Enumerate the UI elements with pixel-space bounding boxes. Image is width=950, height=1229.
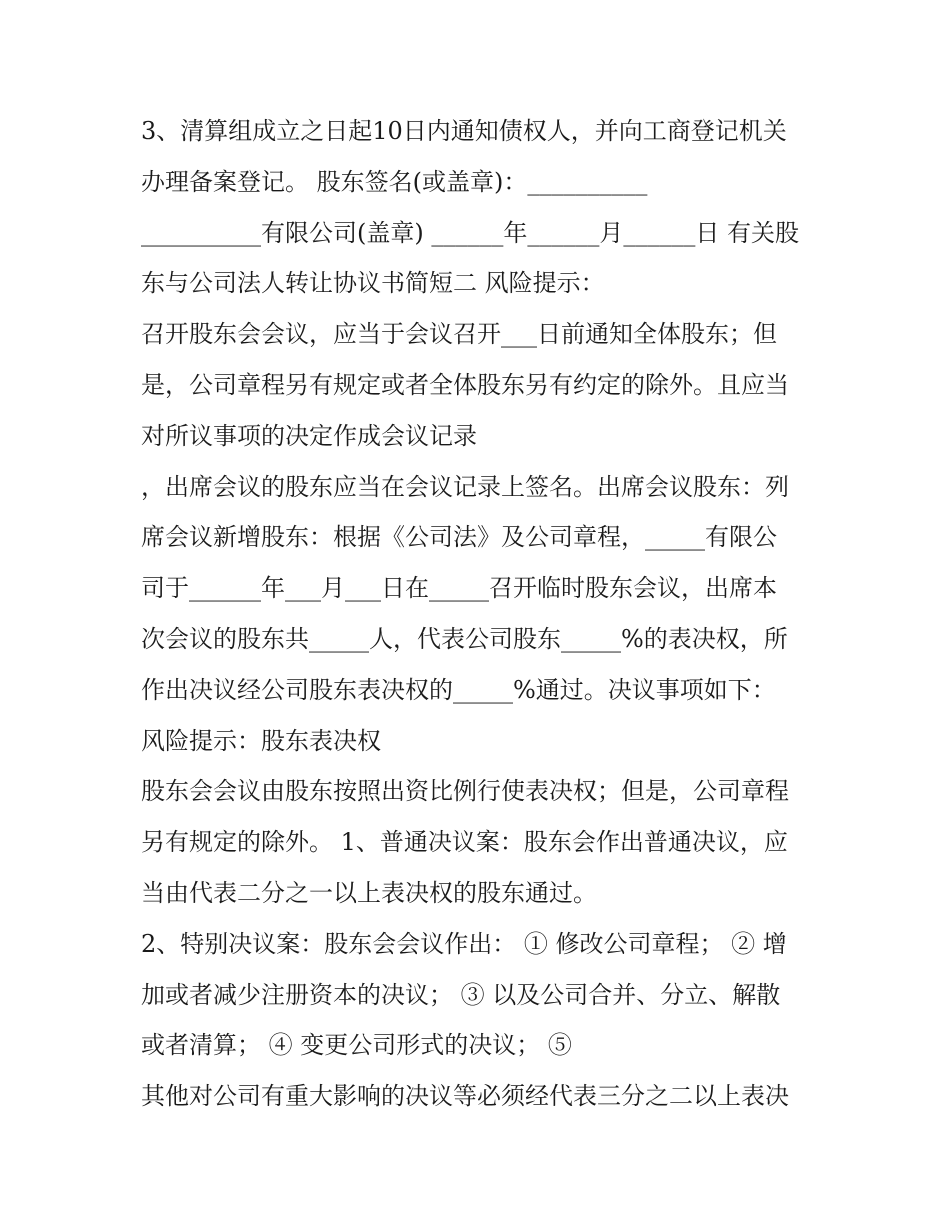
- text-line-17: 2、特别决议案：股东会会议作出： ① 修改公司章程； ② 增: [141, 929, 787, 958]
- text-line-12: 作出决议经公司股东表决权的_____%通过。决议事项如下：: [141, 675, 776, 704]
- text-line-1: 3、清算组成立之日起10日内通知债权人，并向工商登记机关: [141, 117, 787, 145]
- text-line-8: ，出席会议的股东应当在会议记录上签名。出席会议股东：列: [141, 472, 789, 501]
- text-line-16: 当由代表二分之一以上表决权的股东通过。: [141, 878, 597, 907]
- text-line-10: 司于______年___月___日在_____召开临时股东会议，出席本: [141, 574, 777, 603]
- text-line-14: 股东会会议由股东按照出资比例行使表决权；但是，公司章程: [141, 777, 789, 806]
- text-line-3: __________有限公司(盖章) ______年______月______日 有关股: [141, 218, 799, 247]
- text-line-7: 对所议事项的决定作成会议记录: [141, 421, 477, 450]
- text-line-19: 或者清算； ④ 变更公司形式的决议； ⑤: [141, 1031, 572, 1060]
- text-line-20: 其他对公司有重大影响的决议等必须经代表三分之二以上表决: [141, 1082, 789, 1111]
- text-line-15: 另有规定的除外。 1、普通决议案：股东会作出普通决议，应: [141, 828, 788, 857]
- text-line-5: 召开股东会会议，应当于会议召开___日前通知全体股东；但: [141, 320, 777, 349]
- document-body: [141, 106, 831, 1122]
- text-line-13: 风险提示：股东表决权: [141, 726, 381, 755]
- text-line-9: 席会议新增股东：根据《公司法》及公司章程，_____有限公: [141, 523, 777, 552]
- text-line-6: 是，公司章程另有规定或者全体股东另有约定的除外。且应当: [141, 370, 789, 399]
- text-line-11: 次会议的股东共_____人，代表公司股东_____%的表决权，所: [141, 624, 788, 653]
- text-line-2: 办理备案登记。 股东签名(或盖章)：__________: [141, 167, 648, 196]
- text-line-4: 东与公司法人转让协议书简短二 风险提示：: [141, 269, 605, 298]
- text-line-18: 加或者减少注册资本的决议； ③ 以及公司合并、分立、解散: [141, 980, 781, 1009]
